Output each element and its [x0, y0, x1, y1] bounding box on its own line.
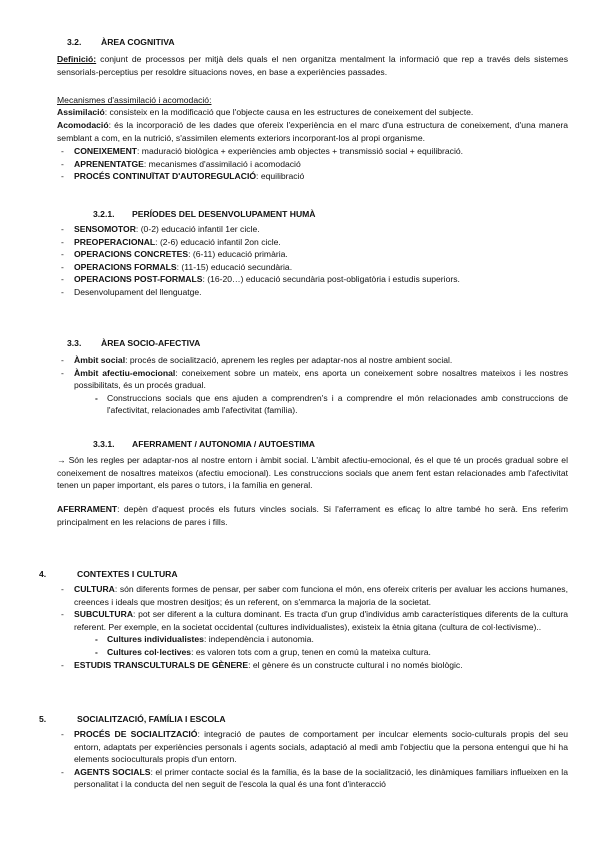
cognitive-list	[57, 145, 568, 183]
heading-3-2-1-number: 3.2.1.	[93, 209, 115, 219]
heading-3-2-title: ÀREA COGNITIVA	[101, 37, 175, 47]
list-item: - Àmbit social: procés de socialització, aprenem les regles per adaptar-nos al nostre ambient social.	[57, 354, 568, 367]
list-item: - APRENENTATGE: mecanismes d'assimilació i acomodació	[57, 158, 568, 171]
attachment-paragraph: → Són les regles per adaptar-nos al nostre entorn i àmbit social. L'àmbit afectiu-emocional, és el que té un procés gradual sobre el coneixement de nosaltres mateixos (afectiu emocional). Les construccions socials que anem fent estan relacionades amb l'afectivitat tenen un paper important, els pares o tutors, i la família en general.	[57, 455, 568, 491]
heading-3-3-number: 3.3.	[67, 338, 82, 348]
socialization-list	[57, 728, 568, 791]
heading-3-3	[57, 337, 568, 350]
list-item: - OPERACIONS CONCRETES: (6-11) educació primària.	[57, 248, 568, 261]
list-item: - Construccions socials que ens ajuden a comprendren's i a comprendre el món relacionades amb construccions de l'afectivitat, relacionades amb l'afectivitat (família).	[57, 392, 568, 417]
heading-3-2	[57, 36, 568, 49]
definition-paragraph	[57, 53, 568, 78]
heading-5-number: 5.	[39, 714, 47, 724]
socio-affective-list	[57, 354, 568, 417]
heading-3-2-1	[57, 208, 568, 221]
heading-3-3-title: ÀREA SOCIO-AFECTIVA	[101, 338, 201, 348]
heading-3-2-number: 3.2.	[67, 37, 82, 47]
culture-list	[57, 583, 568, 671]
list-item: - SENSOMOTOR: (0-2) educació infantil 1er cicle.	[57, 223, 568, 236]
heading-5	[39, 713, 568, 726]
accommodation-paragraph: Acomodació: és la incorporació de les dades que ofereix l'experiència en el marc d'una estructura de coneixement, d'una manera semblant a com, en la nutrició, s'assimilen elements exteriors incorporant-los al propi organisme.	[57, 120, 568, 143]
accommodation-term: Acomodació	[57, 120, 109, 130]
heading-4-number: 4.	[39, 569, 47, 579]
list-item: - OPERACIONS POST-FORMALS: (16-20…) educació secundària post-obligatòria i estudis superiors.	[57, 273, 568, 286]
assimilation-paragraph: Assimilació: consisteix en la modificació que l'objecte causa en les estructures de coneixement del subjecte.	[57, 107, 474, 117]
assimilation-term: Assimilació	[57, 107, 105, 117]
mechanisms-heading: Mecanismes d'assimilació i acomodació:	[57, 95, 212, 105]
list-item: - CULTURA: són diferents formes de pensar, per saber com funciona el món, ens ofereix criteris per avaluar les accions humanes, creences i ideals que mostren desitjos; és un referent, on s'emmarca la majoria de la societat.	[57, 583, 568, 608]
aferrament-term: AFERRAMENT	[57, 504, 118, 514]
definition-term: Definició:	[57, 54, 97, 64]
list-item: - ESTUDIS TRANSCULTURALS DE GÈNERE: el gènere és un constructe cultural i no només biològic.	[57, 659, 568, 672]
list-item: - CONEIXEMENT: maduració biològica + experiències amb objectes + transmissió social + equilibració.	[57, 145, 568, 158]
list-item: - PREOPERACIONAL: (2-6) educació infantil 2on cicle.	[57, 236, 568, 249]
list-item: - PROCÉS DE SOCIALITZACIÓ: integració de pautes de comportament per inculcar elements socio-culturals propis del seu entorn, adaptats per experiències personals i agents socials, adaptació al medi amb l'objectiu que la persona entengui que hi ha elements socioculturals propis d'un entorn.	[57, 728, 568, 766]
definition-text: conjunt de processos per mitjà dels quals el nen organitza mentalment la informació que rep a través dels sistemes sensorials-perceptius per resoldre situacions noves, en base a experiències passades.	[57, 54, 568, 77]
heading-3-3-1-title: AFERRAMENT / AUTONOMIA / AUTOESTIMA	[132, 439, 316, 449]
list-item: - Àmbit afectiu-emocional: coneixement sobre un mateix, ens aporta un coneixement sobre nosaltres mateixos i les nostres possibilitats, és un procés gradual.	[57, 367, 568, 392]
list-item: - SUBCULTURA: pot ser diferent a la cultura dominant. Es tracta d'un grup d'individus amb característiques diferents de la cultura referent. Per exemple, en la societat occidental (cultures individualistes), existeix la ètnia gitana (cultura de col·lectivisme)..	[57, 608, 568, 633]
list-item: - OPERACIONS FORMALS: (11-15) educació secundària.	[57, 261, 568, 274]
heading-4-title: CONTEXTES I CULTURA	[77, 569, 178, 579]
aferrament-paragraph: AFERRAMENT: depèn d'aquest procés els futurs vincles socials. Si l'aferrament es eficaç lo altre també ho serà. Ens referim principalment en les relacions de pares i fills.	[57, 504, 568, 527]
list-item: - Cultures individualistes: independència i autonomia.	[57, 633, 568, 646]
heading-5-title: SOCIALITZACIÓ, FAMÍLIA I ESCOLA	[77, 714, 226, 724]
heading-3-3-1-number: 3.3.1.	[93, 439, 115, 449]
list-item: - PROCÉS CONTINUÏTAT D'AUTOREGULACIÓ: equilibració	[57, 170, 568, 183]
periods-list	[57, 223, 568, 299]
heading-3-2-1-title: PERÍODES DEL DESENVOLUPAMENT HUMÀ	[132, 209, 316, 219]
list-item: - AGENTS SOCIALS: el primer contacte social és la família, és la base de la socialització, les dinàmiques familiars influeixen en la personalitat i la conducta del nen seguit de l'escola la qual és una font d'interacció	[57, 766, 568, 791]
heading-3-3-1	[57, 438, 568, 451]
heading-4	[39, 568, 568, 581]
list-item: - Desenvolupament del llenguatge.	[57, 286, 568, 299]
list-item: - Cultures col·lectives: es valoren tots com a grup, tenen en comú la mateixa cultura.	[57, 646, 568, 659]
